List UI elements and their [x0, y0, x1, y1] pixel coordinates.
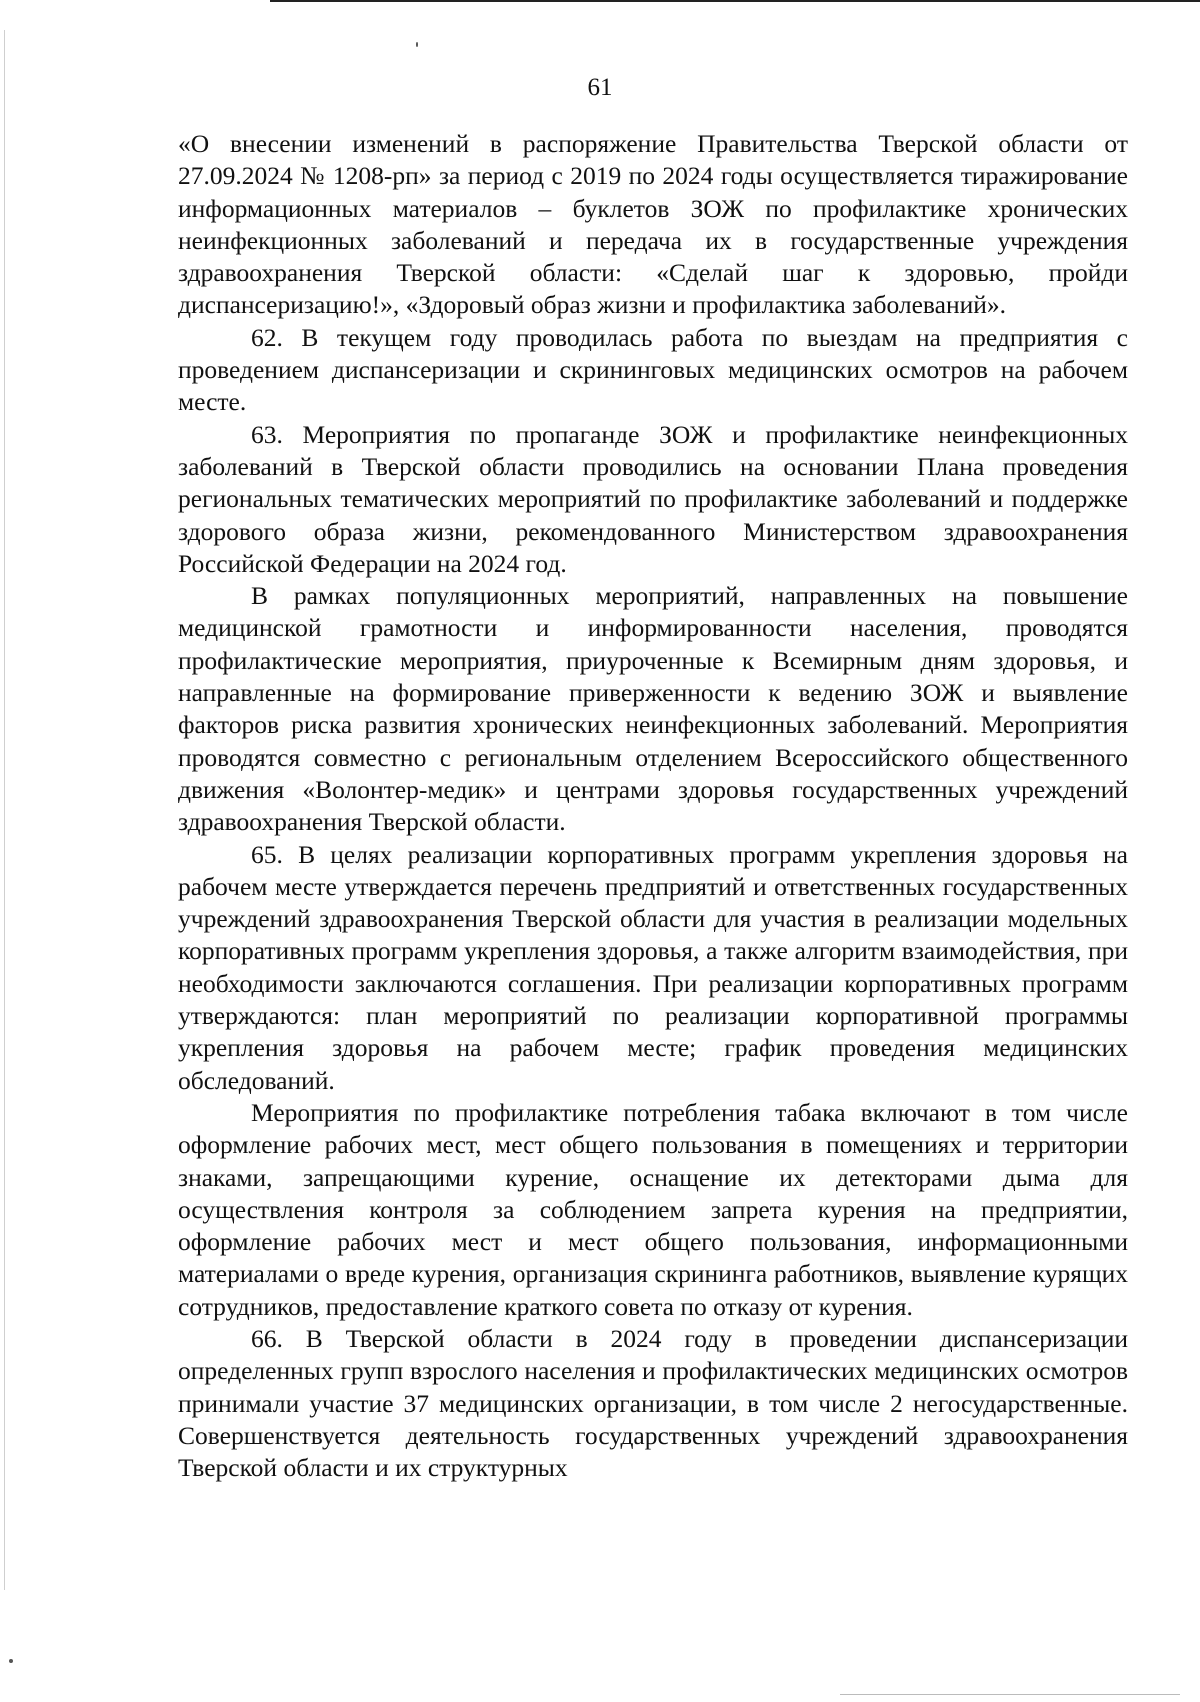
page-number: 61	[587, 74, 613, 101]
scan-top-border	[270, 0, 1200, 2]
scan-speck	[9, 1659, 13, 1663]
scan-bottom-border	[840, 1694, 1180, 1695]
scan-speck	[416, 42, 418, 47]
paragraph-63: 63. Мероприятия по пропаганде ЗОЖ и профилактике неинфекционных заболеваний в Тверской области проводились на основании Плана проведения региональных тематических мероприятий по профилактике заболеваний и поддержке здорового образа жизни, рекомендованного Министерством здравоохранения Российской Федерации на 2024 год.	[178, 419, 1128, 578]
paragraph-62: 62. В текущем году проводилась работа по выездам на предприятия с проведением диспансеризации и скрининговых медицинских осмотров на рабочем месте.	[178, 322, 1128, 417]
scan-left-edge	[4, 30, 5, 1590]
paragraph-65: 65. В целях реализации корпоративных программ укрепления здоровья на рабочем месте утверждается перечень предприятий и ответственных государственных учреждений здравоохранения Тверской области для участия в реализации модельных корпоративных программ укрепления здоровья, а также алгоритм взаимодействия, при необходимости заключаются соглашения. При реализации корпоративных программ утверждаются: план мероприятий по реализации корпоративной программы укрепления здоровья на рабочем месте; график проведения медицинских обследований.	[178, 839, 1128, 1095]
paragraph-continuation: «О внесении изменений в распоряжение Правительства Тверской области от 27.09.2024 № 1208-рп» за период с 2019 по 2024 годы осуществляется тиражирование информационных материалов – буклетов ЗОЖ по профилактике хронических неинфекционных заболеваний и передача их в государственные учреждения здравоохранения Тверской области: «Сделай шаг к здоровью, пройди диспансеризацию!», «Здоровый образ жизни и профилактика заболеваний».	[178, 129, 1128, 320]
paragraph-populational-measures: В рамках популяционных мероприятий, направленных на повышение медицинской грамотности и информированности населения, проводятся профилактические мероприятия, приуроченные к Всемирным дням здоровья, и направленные на формирование приверженности к ведению ЗОЖ и выявление факторов риска развития хронических неинфекционных заболеваний. Мероприятия проводятся совместно с региональным отделением Всероссийского общественного движения «Волонтер-медик» и центрами здоровья государственных учреждений здравоохранения Тверской области.	[178, 581, 1128, 837]
document-body	[178, 128, 1128, 1484]
paragraph-66: 66. В Тверской области в 2024 году в проведении диспансеризации определенных групп взрослого населения и профилактических медицинских осмотров принимали участие 37 медицинских организации, в том числе 2 негосударственные. Совершенствуется деятельность государственных учреждений здравоохранения Тверской области и их структурных	[178, 1323, 1128, 1483]
paragraph-tobacco-prevention: Мероприятия по профилактике потребления табака включают в том числе оформление рабочих мест, мест общего пользования в помещениях и территории знаками, запрещающими курение, оснащение их детекторами дыма для осуществления контроля за соблюдением запрета курения на предприятии, оформление рабочих мест и мест общего пользования, информационными материалами о вреде курения, организация скрининга работников, выявление курящих сотрудников, предоставление краткого совета по отказу от курения.	[178, 1097, 1128, 1321]
